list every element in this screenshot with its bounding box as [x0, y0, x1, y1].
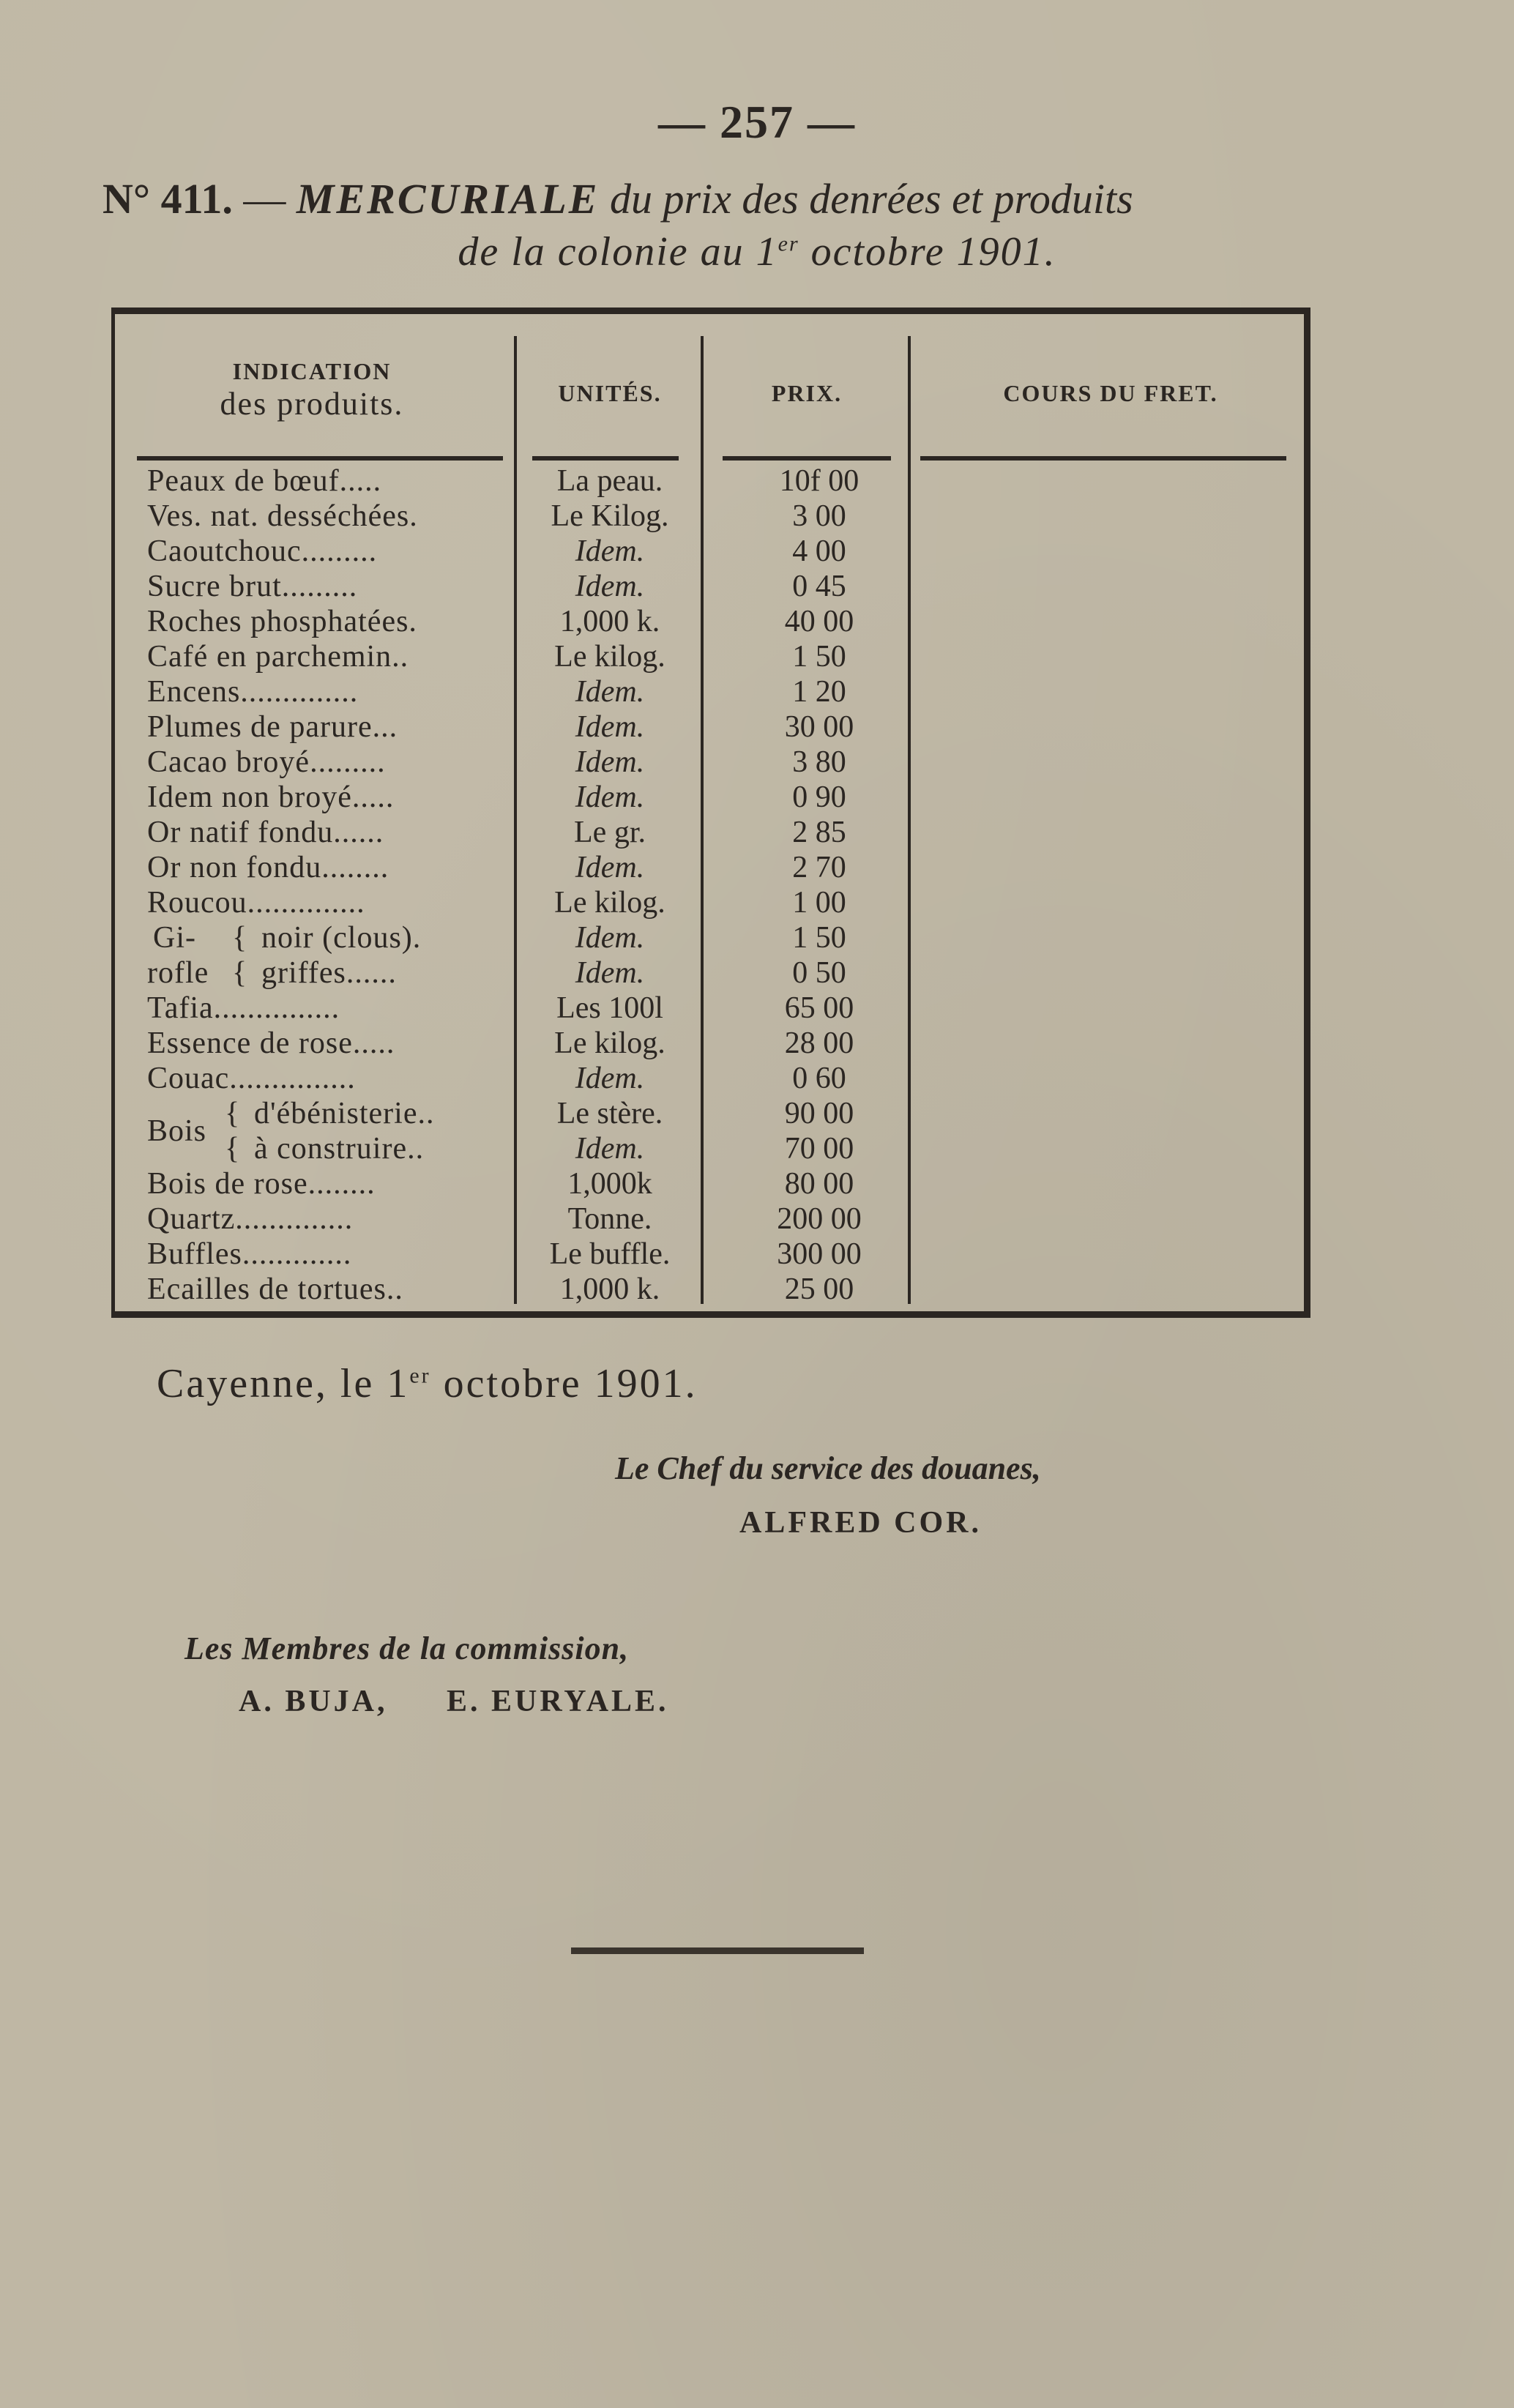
title-dash: — — [243, 175, 286, 223]
product-cell: Tafia............... — [147, 991, 340, 1025]
chief-signature-name: ALFRED COR. — [739, 1506, 982, 1540]
product-cell: Café en parchemin.. — [147, 640, 409, 674]
product-cell: Or natif fondu...... — [147, 816, 384, 849]
price-cell: 1 20 — [792, 675, 846, 709]
table-row — [115, 991, 1304, 1026]
girofle-sub2: griffes...... — [261, 956, 397, 990]
price-cell: 0 90 — [792, 780, 846, 814]
brace-top: { — [232, 921, 248, 955]
header-rule — [137, 456, 503, 461]
product-cell: Plumes de parure... — [147, 710, 398, 744]
document-subtitle — [0, 228, 1514, 275]
price-cell: 30 00 — [784, 710, 854, 744]
price-cell: 0 50 — [792, 956, 846, 990]
table-row — [115, 885, 1304, 920]
unit-cell: Idem. — [575, 851, 645, 884]
table-row — [115, 780, 1304, 815]
page-number: — 257 — — [658, 96, 856, 148]
girofle-label-bottom: rofle — [147, 956, 209, 990]
price-cell: 65 00 — [784, 991, 854, 1025]
product-cell: Cacao broyé......... — [147, 745, 386, 779]
table-row — [115, 639, 1304, 674]
subtitle-sup: er — [777, 231, 799, 256]
table-row — [115, 815, 1304, 850]
table-row — [115, 674, 1304, 709]
table-row — [115, 745, 1304, 780]
table-row — [115, 534, 1304, 569]
table-row-girofle-griffes — [115, 955, 1304, 991]
unit-cell: 1,000k — [567, 1167, 652, 1201]
price-cell: 1 00 — [792, 886, 846, 920]
price-cell: 40 00 — [784, 605, 854, 638]
header-prix: PRIX. — [771, 380, 843, 406]
place-date — [157, 1360, 698, 1407]
unit-cell: 1,000 k. — [559, 605, 660, 638]
place-date-sup: er — [409, 1363, 431, 1388]
bois-label: Bois — [147, 1114, 207, 1148]
price-cell: 0 45 — [792, 570, 846, 603]
header-rule — [723, 456, 891, 461]
unit-cell: Idem. — [575, 956, 645, 990]
member-name: E. EURYALE. — [447, 1685, 669, 1718]
product-cell: Roches phosphatées. — [147, 605, 417, 638]
subtitle-end: octobre 1901. — [799, 229, 1056, 275]
table-row-girofle-noir — [115, 920, 1304, 955]
unit-cell: Idem. — [575, 570, 645, 603]
product-cell: Or non fondu........ — [147, 851, 389, 884]
unit-cell: Idem. — [575, 534, 645, 568]
header-indication — [147, 358, 477, 422]
girofle-sub1: noir (clous). — [261, 921, 422, 955]
product-cell: Quartz.............. — [147, 1202, 354, 1236]
place-date-end: octobre 1901. — [430, 1361, 698, 1406]
price-cell: 10f 00 — [779, 464, 859, 498]
price-cell: 90 00 — [784, 1097, 854, 1130]
price-cell: 3 80 — [792, 745, 846, 779]
header-unites: UNITÉS. — [558, 380, 662, 406]
unit-cell: Tonne. — [567, 1202, 652, 1236]
unit-cell: Le kilog. — [554, 640, 665, 674]
product-cell: Peaux de bœuf..... — [147, 464, 382, 498]
price-cell: 4 00 — [792, 534, 846, 568]
unit-cell: Le gr. — [574, 816, 646, 849]
place-date-text: Cayenne, le 1 — [157, 1361, 410, 1406]
product-cell: Sucre brut......... — [147, 570, 358, 603]
members-title: Les Membres de la commission, — [184, 1630, 630, 1666]
prices-table — [111, 307, 1310, 1318]
title-rest: du prix des denrées et produits — [609, 175, 1133, 223]
price-cell: 200 00 — [777, 1202, 862, 1236]
table-row — [115, 1061, 1304, 1096]
table-row — [115, 1166, 1304, 1201]
unit-cell: Les 100l — [556, 991, 663, 1025]
chief-title: Le Chef du service des douanes, — [615, 1450, 1041, 1486]
product-cell: Bois de rose........ — [147, 1167, 376, 1201]
document-title — [102, 174, 1347, 223]
table-row — [115, 1272, 1304, 1307]
price-cell: 28 00 — [784, 1026, 854, 1060]
unit-cell: Idem. — [575, 921, 645, 955]
unit-cell: Le buffle. — [549, 1237, 671, 1271]
subtitle-text: de la colonie au 1 — [458, 229, 778, 275]
price-cell: 1 50 — [792, 921, 846, 955]
table-row — [115, 499, 1304, 534]
price-cell: 3 00 — [792, 499, 846, 533]
product-cell: Ecailles de tortues.. — [147, 1272, 403, 1306]
table-row — [115, 1201, 1304, 1237]
product-cell: Essence de rose..... — [147, 1026, 395, 1060]
unit-cell: Idem. — [575, 675, 645, 709]
table-row — [115, 1026, 1304, 1061]
unit-cell: Le Kilog. — [551, 499, 669, 533]
table-row — [115, 604, 1304, 639]
unit-cell: Le kilog. — [554, 1026, 665, 1060]
price-cell: 80 00 — [784, 1167, 854, 1201]
unit-cell: Idem. — [575, 1132, 645, 1166]
product-cell: Encens.............. — [147, 675, 359, 709]
title-number: N° 411. — [102, 175, 233, 223]
unit-cell: Idem. — [575, 710, 645, 744]
unit-cell: Idem. — [575, 1062, 645, 1095]
unit-cell: 1,000 k. — [559, 1272, 660, 1306]
table-row — [115, 709, 1304, 745]
header-cours-du-fret: COURS DU FRET. — [1003, 380, 1218, 406]
header-rule — [532, 456, 679, 461]
header-rule — [920, 456, 1286, 461]
price-cell: 1 50 — [792, 640, 846, 674]
product-cell: Buffles............. — [147, 1237, 352, 1271]
unit-cell: Le kilog. — [554, 886, 665, 920]
unit-cell: Idem. — [575, 780, 645, 814]
price-cell: 300 00 — [777, 1237, 862, 1271]
unit-cell: Le stère. — [556, 1097, 663, 1130]
bois-sub2: à construire.. — [254, 1132, 425, 1166]
member-name: A. BUJA, — [239, 1685, 388, 1718]
product-cell: Idem non broyé..... — [147, 780, 395, 814]
girofle-label-top: Gi- — [153, 921, 196, 955]
table-row-bois-construire — [115, 1131, 1304, 1166]
price-cell: 25 00 — [784, 1272, 854, 1306]
table-row-bois-ebenisterie — [115, 1096, 1304, 1148]
product-cell: Couac............... — [147, 1062, 356, 1095]
price-cell: 2 70 — [792, 851, 846, 884]
header-indication-bottom: des produits. — [220, 386, 404, 422]
end-rule — [571, 1947, 864, 1954]
bois-sub1: d'ébénisterie.. — [254, 1097, 435, 1130]
product-cell: Caoutchouc......... — [147, 534, 378, 568]
unit-cell: Idem. — [575, 745, 645, 779]
product-cell: Roucou.............. — [147, 886, 365, 920]
price-cell: 0 60 — [792, 1062, 846, 1095]
table-row — [115, 569, 1304, 604]
brace-bottom: { — [225, 1132, 241, 1166]
table-row — [115, 463, 1304, 499]
table-row — [115, 1237, 1304, 1272]
title-mercuriale: MERCURIALE — [296, 175, 600, 223]
price-cell: 2 85 — [792, 816, 846, 849]
price-cell: 70 00 — [784, 1132, 854, 1166]
product-cell: Ves. nat. desséchées. — [147, 499, 418, 533]
table-row — [115, 850, 1304, 885]
brace-bottom: { — [232, 956, 248, 990]
unit-cell: La peau. — [556, 464, 663, 498]
header-indication-top: INDICATION — [232, 358, 392, 384]
brace-top: { — [225, 1097, 241, 1130]
